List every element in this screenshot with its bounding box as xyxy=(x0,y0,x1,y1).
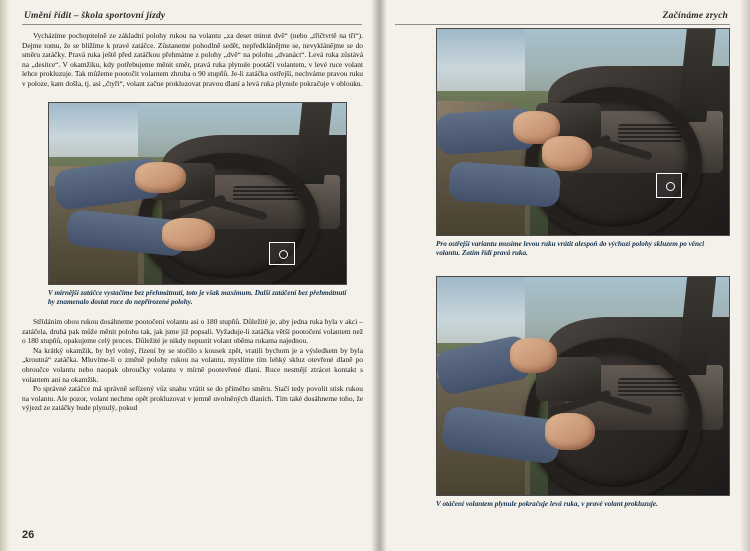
page-gutter-shadow xyxy=(371,0,387,551)
driver-returning-left-hand-photo xyxy=(436,28,730,236)
right-photo-caption-1: Pro ostřejší variantu musíme levou ruku vrátit alespoň do výchozí polohy skluzem po věnci volantu. Zatím řídí pravá ruka. xyxy=(436,240,705,258)
callout-circle-mark xyxy=(666,182,675,191)
paragraph-3: Na krátký okamžik, by byl volný, řízení by se stočilo s kousek zpět, vratili bychom je a výsledkem by byla „kroutná“ zatáčka. Mluvíme-li o změně polohy rukou na volantu, myslíme tím lehký skluz otevřené dlaně po obroučce volantu nebo naopak obroučky volantu v mírně pootevřené dlani. Ruce nesmějí ztrácet kontakt s volantem ani na okamžik. xyxy=(22,345,363,384)
photo-driver-left-hand xyxy=(135,162,185,193)
driver-turning-wheel-photo xyxy=(436,276,730,496)
right-page-column xyxy=(395,28,730,510)
photo-driver-right-hand xyxy=(545,413,595,450)
right-photo-caption-2: V otáčení volantem plynule pokračuje levá ruka, v pravé volant prokluzuje. xyxy=(436,500,658,509)
callout-circle xyxy=(269,242,296,266)
photo-driver-right-arm xyxy=(447,161,560,208)
running-head-left: Umění řídit – škola sportovní jízdy xyxy=(24,11,166,21)
header-rule-left xyxy=(22,24,362,25)
paragraph-1: Vycházíme pochopitelně ze základní polohy rukou na volantu „za deset minut dvě“ (nebo „třičtvrtě na tři“). Dejme tomu, že se blížíme k pravé zatáčce. Zůstaneme pohodlně sedět, nepředklánějme se, nevyklánějme se do směru zatáčky. Pravá ruka ještě před zatáčkou přehmátne z polohy „dvě“ na polohu „dvanáct“. Levá ruka zůstává na „desítce“. V okamžiku, kdy potřebujeme měnit směr, pravá ruka plynule pootáčí volantem, v levé ruce volant lehce prokluzuje. Tak můžeme pootočit volantem zhruba o 90 stupňů. Je-li zatáčka ostřejší, nechváme pravou ruku v poloze, kam došla, tj. asi „čtyři“, volant začne prokluzovat pravou dlaní a levá ruka plynule pokračuje v oblouku. xyxy=(22,31,363,88)
left-page-column xyxy=(22,31,363,413)
header-rule-right xyxy=(395,24,730,25)
photo-driver-right-hand xyxy=(542,136,592,171)
paragraph-2: Střídáním obou rukou dosáhneme pootočení volantu asi o 180 stupňů. Důležité je, aby jedna ruka byla v akci – zatáčela, druhá pak může měnit polohu tak, jak jsme již popsali. Vyžaduje-li zatáčka větší pootočení volantem než o 180 stupňů, opakujeme celý proces. Důležité je nikdy nepustit volant oběma rukama najednou. xyxy=(22,316,363,346)
driver-steering-wheel-hands-photo xyxy=(48,102,347,285)
page-number: 26 xyxy=(22,529,35,541)
callout-circle-mark xyxy=(279,250,288,259)
running-head-right: Začínáme zrych xyxy=(662,11,728,21)
left-photo-caption: V mírnější zatáčce vystačíme bez přehmátnutí, toto je však maximum. Další zatáčení bez přehmátnutí by znamenalo dostat ruce do nepřirozené polohy. xyxy=(48,288,347,306)
callout-circle xyxy=(656,173,682,198)
photo-driver-right-hand xyxy=(162,218,215,251)
paragraph-4: Po správné zatáčce má správně seřízený vůz snahu vrátit se do přímého směru. Stačí tedy povolit stisk rukou na volantu. Ale pozor, volant nechme opět prokluzovat v jemně uvolněných dlaních. Tím také dosáhneme toho, že výjezd ze zatáčky bude plynulý, pokud xyxy=(22,384,363,413)
photo-driver-left-hand xyxy=(510,338,557,373)
